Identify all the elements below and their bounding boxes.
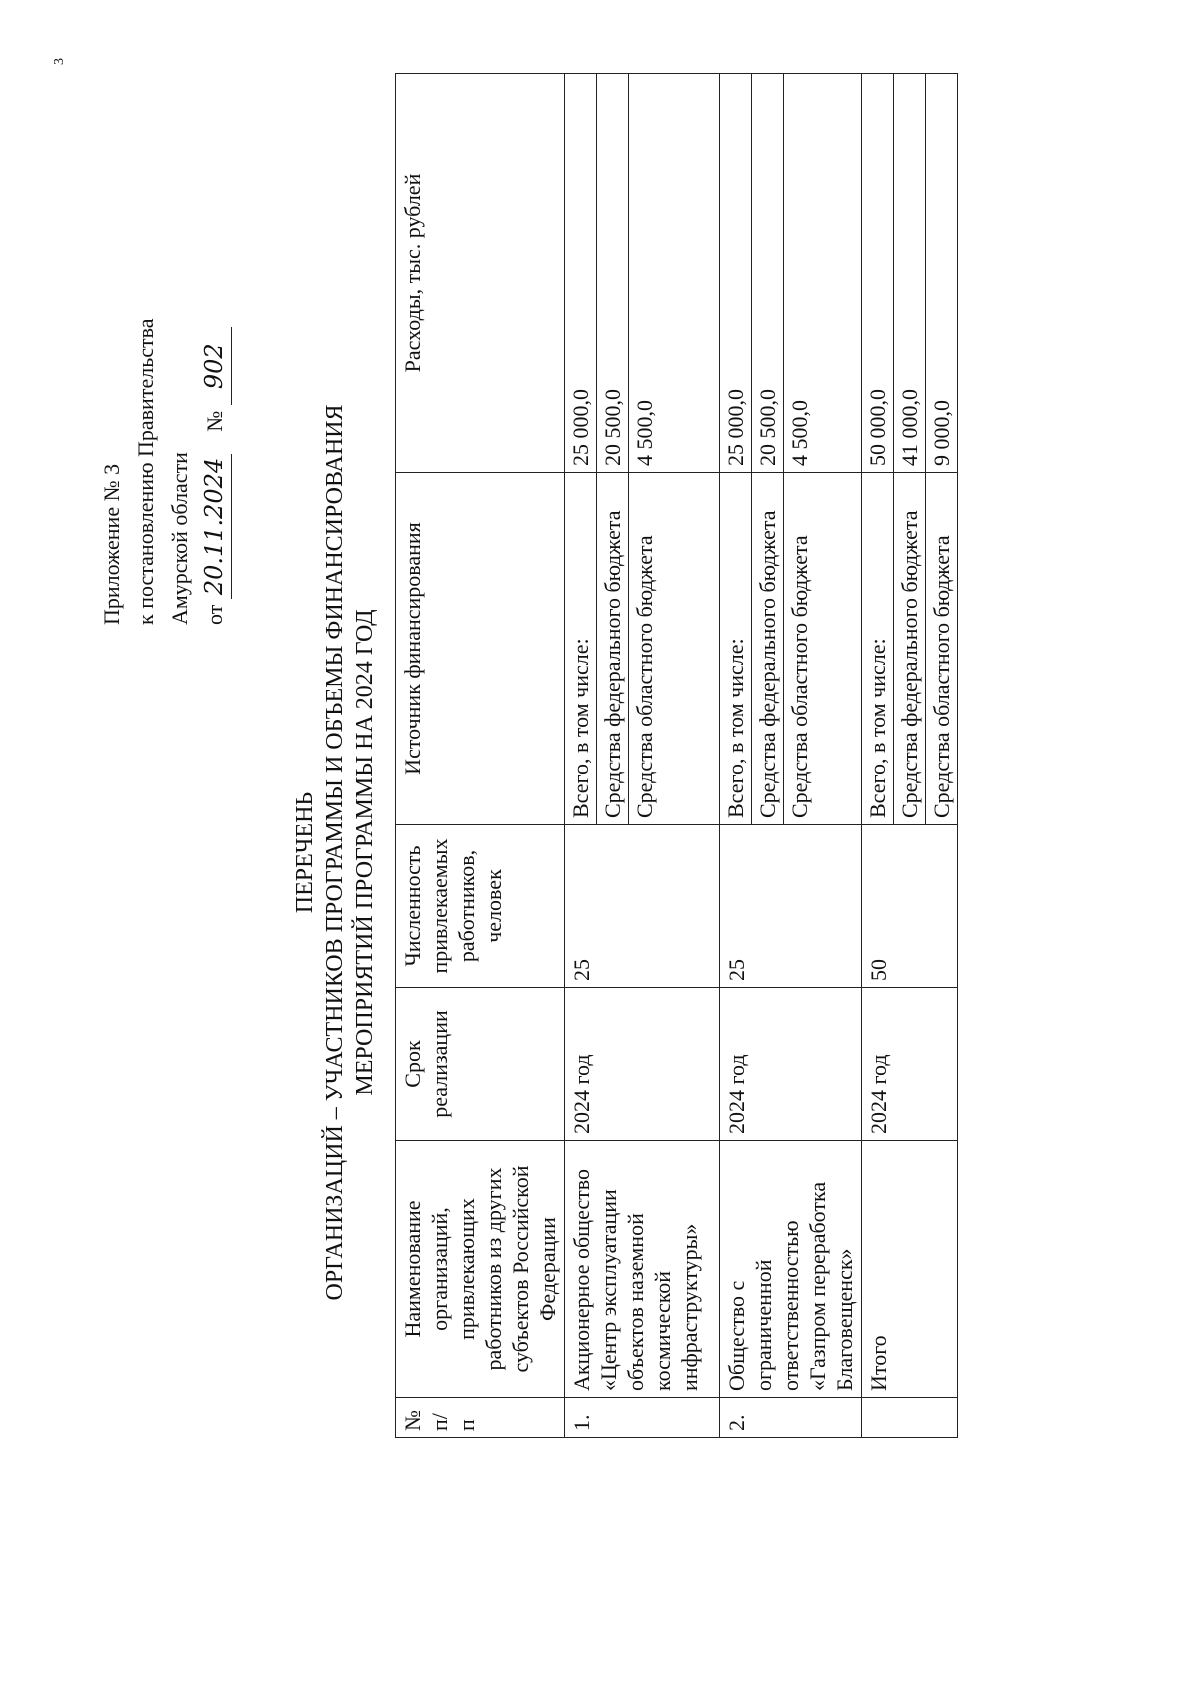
amount-total: 50 000,0 — [862, 74, 894, 472]
table-header-row — [396, 74, 565, 1438]
date-prefix: от — [202, 604, 227, 625]
row-amounts — [565, 74, 720, 473]
source-federal: Средства федерального бюджета — [752, 473, 784, 824]
appendix-date-number-line — [197, 105, 232, 625]
row-workers: 25 — [565, 825, 720, 988]
appendix-line-3: Амурской области — [167, 452, 192, 625]
amount-federal: 20 500,0 — [597, 74, 629, 472]
header-source: Источник финансирования — [396, 473, 565, 825]
amount-regional: 9 000,0 — [929, 400, 954, 466]
row-sources — [720, 473, 862, 825]
title-line-1: ПЕРЕЧЕНЬ — [292, 791, 318, 914]
participants-table — [395, 73, 958, 1438]
header-org: Наименование организаций, привлекающих работников из других субъектов Российской Федерации — [396, 1141, 565, 1398]
row-sources — [862, 473, 958, 825]
page-number: 3 — [52, 58, 67, 65]
source-total: Всего, в том числе: — [720, 473, 752, 824]
header-num: № п/п — [396, 1398, 565, 1438]
appendix-header — [95, 105, 232, 625]
appendix-line-1: Приложение № 3 — [99, 463, 124, 625]
row-sources — [565, 473, 720, 825]
amount-total: 25 000,0 — [720, 74, 752, 472]
header-expenses: Расходы, тыс. рублей — [396, 74, 565, 473]
amount-federal: 41 000,0 — [894, 74, 926, 472]
source-total: Всего, в том числе: — [862, 473, 894, 824]
handwritten-date: 20.11.2024 — [197, 454, 232, 599]
row-org: Итого — [862, 1141, 958, 1398]
row-term: 2024 год — [720, 988, 862, 1141]
amount-regional: 4 500,0 — [787, 400, 812, 466]
row-org: Общество с ограниченной ответственностью «Газпром переработка Благовещенск» — [720, 1141, 862, 1398]
amount-total: 25 000,0 — [565, 74, 597, 472]
document-title — [290, 80, 380, 1625]
row-org: Акционерное общество «Центр эксплуатации объектов наземной космической инфраструктуры» — [565, 1141, 720, 1398]
table-row-total — [862, 74, 958, 1438]
row-workers: 50 — [862, 825, 958, 988]
appendix-line-2: к постановлению Правительства — [133, 318, 158, 625]
row-amounts — [862, 74, 958, 473]
row-num: 2. — [720, 1398, 862, 1438]
header-term: Срок реализации — [396, 988, 565, 1141]
number-prefix: № — [202, 410, 227, 432]
amount-regional: 4 500,0 — [632, 400, 657, 466]
source-regional: Средства областного бюджета — [929, 535, 954, 818]
table-row — [565, 74, 720, 1438]
source-federal: Средства федерального бюджета — [597, 473, 629, 824]
source-total: Всего, в том числе: — [565, 473, 597, 824]
source-federal: Средства федерального бюджета — [894, 473, 926, 824]
title-line-3: МЕРОПРИЯТИЙ ПРОГРАММЫ НА 2024 ГОД — [352, 609, 378, 1096]
source-regional: Средства областного бюджета — [632, 535, 657, 818]
row-workers: 25 — [720, 825, 862, 988]
handwritten-number: 902 — [197, 327, 232, 405]
amount-federal: 20 500,0 — [752, 74, 784, 472]
row-term: 2024 год — [565, 988, 720, 1141]
row-term: 2024 год — [862, 988, 958, 1141]
row-num — [862, 1398, 958, 1438]
source-regional: Средства областного бюджета — [787, 535, 812, 818]
header-workers: Численность привлекаемых работников, человек — [396, 825, 565, 988]
row-num: 1. — [565, 1398, 720, 1438]
title-line-2: ОРГАНИЗАЦИЙ – УЧАСТНИКОВ ПРОГРАММЫ И ОБЪЕМЫ ФИНАНСИРОВАНИЯ — [322, 404, 348, 1301]
table-row — [720, 74, 862, 1438]
row-amounts — [720, 74, 862, 473]
